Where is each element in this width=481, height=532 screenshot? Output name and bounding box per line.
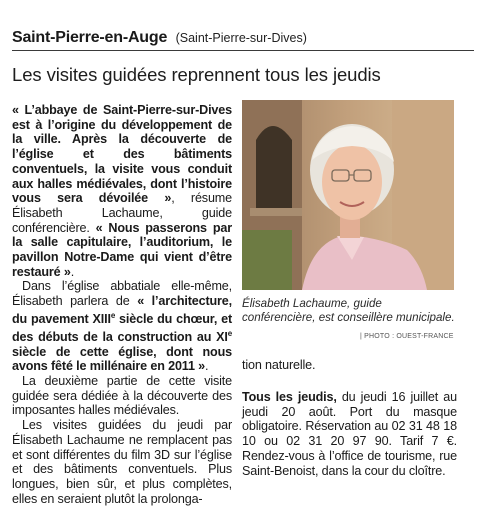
place-name: Saint-Pierre-en-Auge xyxy=(12,29,168,46)
text: . xyxy=(205,359,209,374)
article-continuation: tion naturelle. xyxy=(242,358,316,372)
article-title: Les visites guidées reprennent tous les jeudis xyxy=(12,64,381,85)
article-body-left xyxy=(12,103,232,506)
superscript: e xyxy=(227,328,232,338)
section-header xyxy=(12,29,472,47)
text: Dans l’église abbatiale elle-même, Élisabeth parlera de xyxy=(12,279,232,309)
photo-credit: | PHOTO : OUEST-FRANCE xyxy=(360,333,454,340)
portrait-image xyxy=(242,100,454,290)
header-rule xyxy=(12,50,474,51)
subplace-name: (Saint-Pierre-sur-Dives) xyxy=(175,31,307,45)
quote: siècle du chœur, et des débuts de la construction au XI xyxy=(12,312,232,344)
portrait-photo xyxy=(242,100,454,290)
practical-info xyxy=(242,390,457,478)
paragraph xyxy=(12,279,232,374)
superscript: e xyxy=(110,310,116,320)
info-lead: Tous les jeudis, xyxy=(242,390,337,404)
paragraph: La deuxième partie de cette visite guidée sera dédiée à la découverte des imposantes halles médiévales. xyxy=(12,374,232,418)
info-text: du jeudi 16 juillet au jeudi 20 août. Port du masque obligatoire. Réservation au 02 31 48 18 10 ou 02 31 20 97 90. Tarif 7 €. Rendez-vous à l’office de tourisme, rue Saint-Benoist, dans la cour du cloître. xyxy=(242,390,457,478)
text: . xyxy=(70,264,75,279)
quote: « l’architecture, du pavement XIII xyxy=(12,294,233,327)
paragraph: Les visites guidées du jeudi par Élisabeth Lachaume ne remplacent pas et sont différentes du film 3D sur l’église et des bâtiments conventuels. Plus longues, bien sûr, et plus complètes, elles en seraient plutôt la prolonga- xyxy=(12,418,232,506)
paragraph xyxy=(12,103,232,279)
text: , résume Élisabeth Lachaume, guide conférencière. xyxy=(12,191,232,235)
quote: « Nous passerons par la salle capitulaire, l’auditorium, le pavillon Notre-Dame qui vient d’être restauré » xyxy=(12,220,232,279)
quote: siècle de cette église, dont nous avons fêté le millénaire en 2011 » xyxy=(12,344,232,374)
quote: « L’abbaye de Saint-Pierre-sur-Dives est à l’origine du développement de la ville. Après la découverte de l’église et des bâtiments conventuels, la visite vous conduit aux halles médiévales, dont l’histoire vous sera dévoilée » xyxy=(12,103,232,206)
photo-caption: Élisabeth Lachaume, guide conférencière, est conseillère municipale. xyxy=(242,297,455,325)
